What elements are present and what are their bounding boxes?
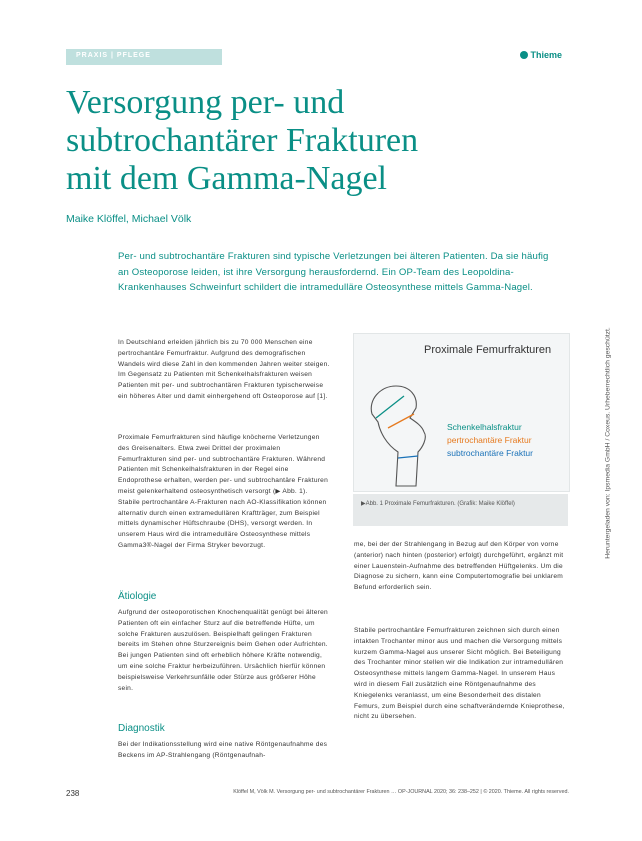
- body-paragraph: Proximale Femurfrakturen sind häufige knöcherne Verletzungen des Greisenalters. Etwa zwei Drittel der proximalen Femurfrakturen sind per- und subtrochantäre Frakturen. Während Patienten mit Schenkelhalsfrakturen in der Regel eine Endoprothese erhalten, werden per- und subtrochantäre Frakturen meist gelenkerhaltend osteosynthetisch versorgt (▶ Abb. 1). Stabile pertrochantäre A-Frakturen nach AO-Klassifikation können alternativ durch einen extramedullären Kraftträger, zum Beispiel mittels dynamischer Hüftschraube (DHS), versorgt werden. In unserem Haus wird die intramedulläre Osteosynthese mittels Gamma3®-Nagel der Firma Stryker bevorzugt.: [118, 434, 329, 549]
- section-label-text: PRAXIS | PFLEGE: [76, 52, 151, 59]
- publisher-logo: Thieme: [520, 50, 562, 60]
- copyright-text: Heruntergeladen von: Ipsmedia GmbH / Coxeus. Urheberrechtlich geschützt.: [604, 327, 612, 559]
- section-heading-aetiologie: Ätiologie: [118, 591, 157, 602]
- title-line: Versorgung per- und: [66, 84, 345, 121]
- article-title: [66, 84, 566, 198]
- lead-paragraph: Per- und subtrochantäre Frakturen sind typische Verletzungen bei älteren Patienten. Da sie häufig an Osteoporose leiden, ist ihre Versorgung herausfordernd. Ein OP-Team des Leopoldina-Krankenhauses Schweinfurt schildert die intramedulläre Osteosynthese mittels Gamma-Nagel.: [118, 251, 549, 294]
- body-paragraph: In Deutschland erleiden jährlich bis zu 70 000 Menschen eine pertrochantäre Femurfraktur. Aufgrund des demografischen Wandels wird diese Zahl in den kommenden Jahren weiter steigen. Im Gegensatz zu Patienten mit Schenkelhalsfrakturen weisen Patienten mit per- und subtrochantären Frakturen typischerweise ein höheres Alter und damit einhergehend oft Osteoporose auf [1].: [118, 339, 330, 400]
- body-paragraph: Aufgrund der osteoporotischen Knochenqualität genügt bei älteren Patienten oft ein einfacher Sturz auf die betreffende Hüfte, um solche Frakturen auszulösen. Beispielhaft gelingen Frakturen bereits im Stehen ohne Sturzereignis beim Gehen oder Aufrichten. Bei jungen Patienten sind oft erheblich höhere Kräfte notwendig, um eine solche Fraktur herbeizuführen. Ursächlich hierfür können beispielsweise Verkehrsunfälle oder Stürze aus größerer Höhe sein.: [118, 609, 328, 692]
- figure-title: Proximale Femurfrakturen: [424, 344, 552, 356]
- authors: Maike Klöffel, Michael Völk: [66, 213, 192, 225]
- body-paragraph: me, bei der der Strahlengang in Bezug auf den Körper von vorne (anterior) nach hinten (posterior) erfolgt) durchgeführt, ergänzt mit einer Lauenstein-Aufnahme des betreffenden Hüftgelenks. Um die Diagnose zu sichern, kann eine Computertomografie bei unklarem Befund erforderlich sein.: [354, 541, 564, 592]
- body-paragraph: Bei der Indikationsstellung wird eine native Röntgenaufnahme des Beckens im AP-Strahlengang (Röntgenaufnah-: [118, 741, 328, 759]
- copyright-sidebar: [600, 283, 616, 603]
- thieme-logo-icon: [520, 51, 528, 59]
- footer-citation: Klöffel M, Völk M. Versorgung per- und subtrochantärer Frakturen … OP-JOURNAL 2020; 36: 238–252 | © 2020. Thieme. All rights reserved.: [233, 789, 569, 795]
- section-heading-diagnostik: Diagnostik: [118, 723, 165, 734]
- section-label: [66, 49, 222, 65]
- body-paragraph: Stabile pertrochantäre Femurfrakturen zeichnen sich durch einen intakten Trochanter minor aus und machen die Versorgung mittels kurzem Gamma-Nagel aus unserer Sicht möglich. Bei Beteiligung des Trochanter minor stellen wir die Indikation zur intramedullären Osteosynthese mittels langem Gamma-Nagel. In unserem Haus wird in diesem Fall zusätzlich eine Röntgenaufnahme des Kniegelenks veranlasst, um eine Besonderheit des distalen Femurs, zum Beispiel durch eine schaftverändernde Knieprothese, nicht zu übersehen.: [354, 627, 565, 721]
- title-line: mit dem Gamma-Nagel: [66, 160, 388, 197]
- label-subtrochantaere-fraktur: subtrochantäre Fraktur: [447, 448, 533, 458]
- page-number: 238: [66, 789, 80, 798]
- label-pertrochantaere-fraktur: pertrochantäre Fraktur: [447, 435, 532, 445]
- figure-caption: ▶Abb. 1 Proximale Femurfrakturen. (Grafik: Maike Klöffel): [353, 494, 568, 526]
- femur-illustration-icon: [358, 356, 458, 496]
- figure-femur-fractures: [353, 333, 570, 492]
- label-schenkelhalsfraktur: Schenkelhalsfraktur: [447, 422, 522, 432]
- title-line: subtrochantärer Frakturen: [66, 122, 419, 159]
